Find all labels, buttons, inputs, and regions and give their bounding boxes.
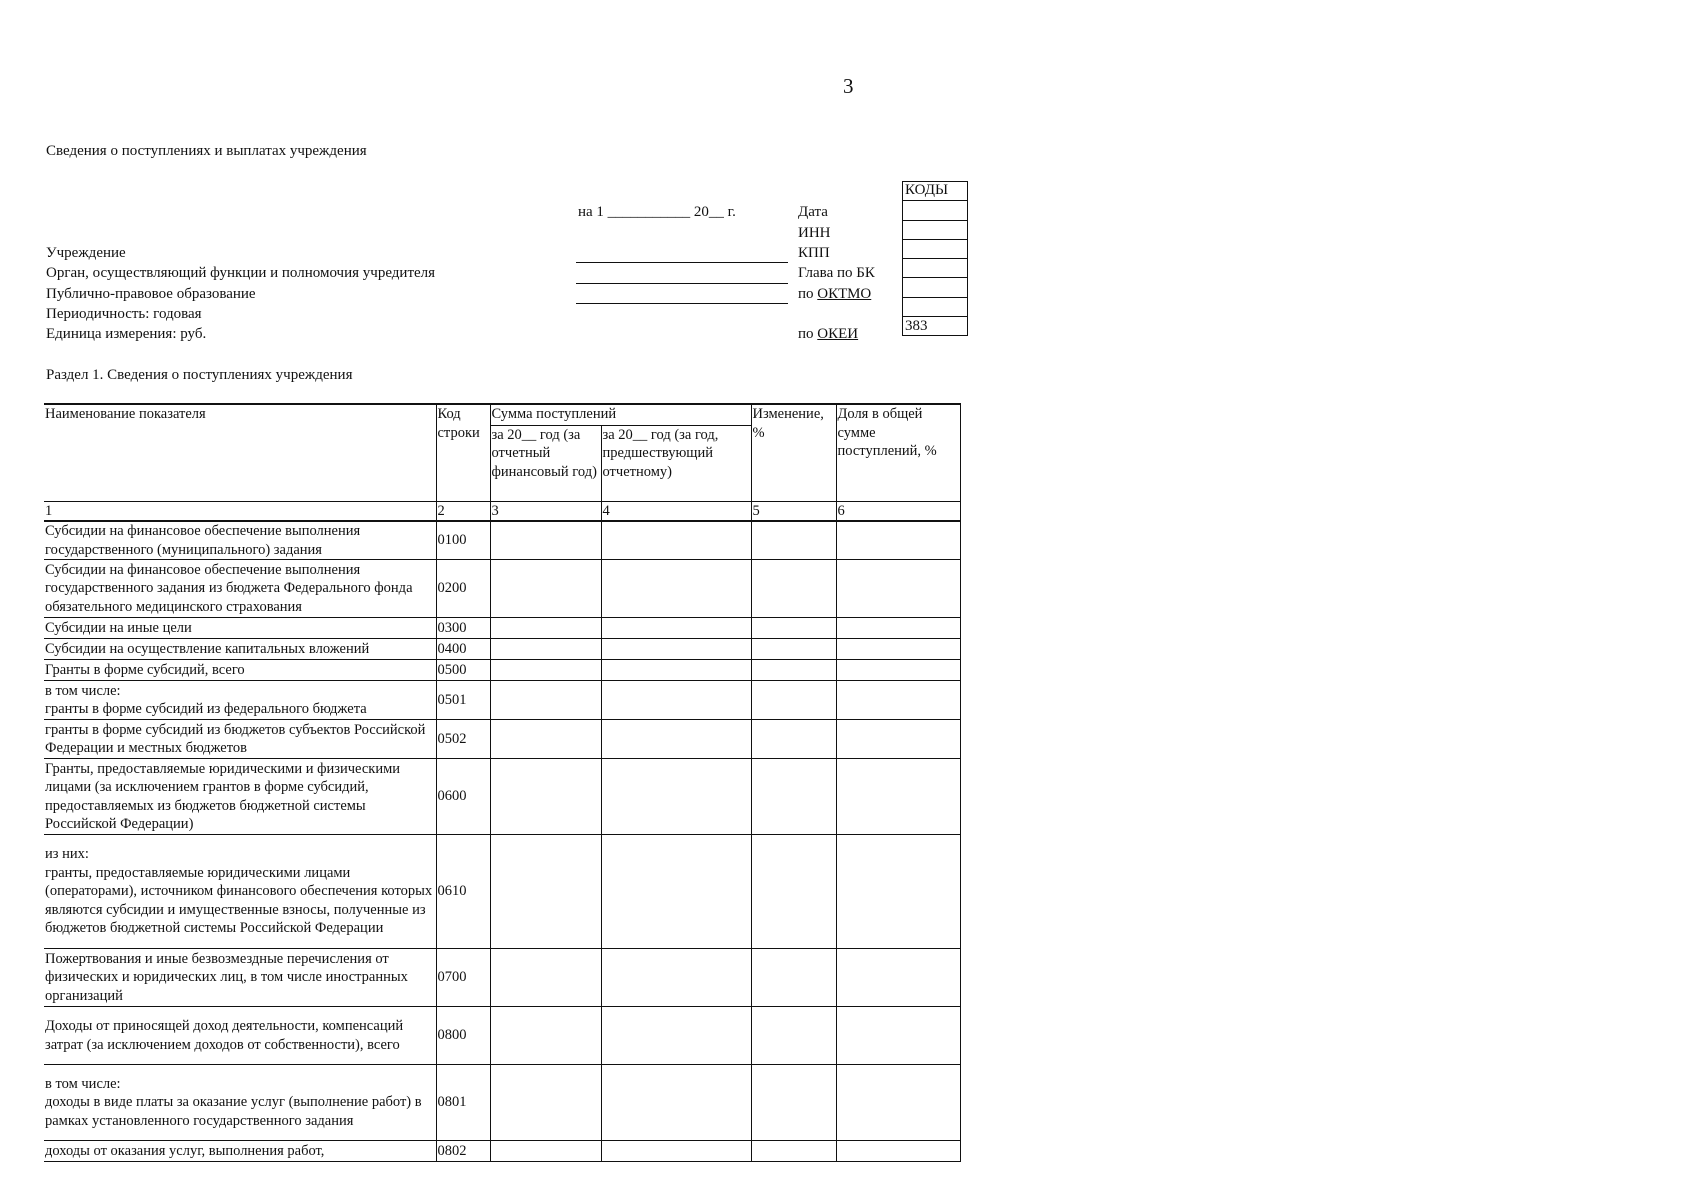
cell-share[interactable] [836,949,960,1007]
report-date-field[interactable]: на 1 ___________ 20__ г. [578,204,736,220]
cell-change[interactable] [751,759,836,835]
row-code: 0200 [436,560,490,618]
col-number-6: 6 [836,501,960,521]
cell-share[interactable] [836,660,960,681]
row-indicator-name: из них: гранты, предоставляемые юридическими лицами (операторами), источником финансового обеспечения которых являются субсидии и имущественные взносы, полученные из бюджетов бюджетной системы Российской Федерации [44,835,436,949]
row-indicator-name: Субсидии на финансовое обеспечение выполнения государственного задания из бюджета Федерального фонда обязательного медицинского страхования [44,560,436,618]
cell-sum-previous[interactable] [601,560,751,618]
row-code: 0802 [436,1141,490,1162]
public-entity-fill-line[interactable] [576,303,788,304]
cell-sum-current[interactable] [490,681,601,720]
cell-sum-previous[interactable] [601,1065,751,1141]
col-number-1: 1 [44,501,436,521]
cell-sum-previous[interactable] [601,835,751,949]
table-row [44,759,960,835]
institution-fill-line[interactable] [576,262,788,263]
cell-sum-previous[interactable] [601,720,751,759]
cell-share[interactable] [836,1141,960,1162]
cell-share[interactable] [836,1065,960,1141]
table-row [44,1065,960,1141]
cell-sum-previous[interactable] [601,1007,751,1065]
section-title: Раздел 1. Сведения о поступлениях учреждения [46,367,353,383]
row-code: 0500 [436,660,490,681]
label-okei: по ОКЕИ [798,326,859,342]
table-row [44,660,960,681]
cell-sum-current[interactable] [490,1065,601,1141]
row-indicator-name: гранты в форме субсидий из бюджетов субъектов Российской Федерации и местных бюджетов [44,720,436,759]
table-row [44,639,960,660]
table-row [44,720,960,759]
cell-change[interactable] [751,835,836,949]
row-indicator-name: доходы от оказания услуг, выполнения работ, [44,1141,436,1162]
cell-sum-current[interactable] [490,618,601,639]
cell-share[interactable] [836,759,960,835]
cell-sum-current[interactable] [490,949,601,1007]
label-date: Дата [798,204,828,220]
label-kpp: КПП [798,245,830,261]
receipts-table [44,403,961,1162]
code-cell-okei[interactable]: 383 [903,317,968,336]
cell-sum-current[interactable] [490,835,601,949]
cell-change[interactable] [751,1141,836,1162]
cell-change[interactable] [751,1007,836,1065]
row-code: 0502 [436,720,490,759]
header-code: Код строки [436,404,490,501]
code-cell-oktmo[interactable] [903,278,968,297]
cell-sum-previous[interactable] [601,639,751,660]
row-code: 0501 [436,681,490,720]
label-public-entity: Публично-правовое образование [46,286,256,302]
row-indicator-name: в том числе: доходы в виде платы за оказание услуг (выполнение работ) в рамках установленного государственного задания [44,1065,436,1141]
cell-share[interactable] [836,618,960,639]
cell-share[interactable] [836,681,960,720]
label-oktmo: по ОКТМО [798,286,872,302]
row-code: 0800 [436,1007,490,1065]
page-number: 3 [843,74,854,98]
col-number-4: 4 [601,501,751,521]
table-row [44,521,960,560]
cell-sum-current[interactable] [490,560,601,618]
cell-sum-current[interactable] [490,1141,601,1162]
cell-sum-previous[interactable] [601,759,751,835]
row-indicator-name: Субсидии на финансовое обеспечение выполнения государственного (муниципального) задания [44,521,436,560]
cell-share[interactable] [836,720,960,759]
code-cell-date[interactable] [903,201,968,220]
codes-header: КОДЫ [903,182,968,201]
cell-change[interactable] [751,681,836,720]
col-number-5: 5 [751,501,836,521]
header-share: Доля в общей сумме поступлений, % [836,404,960,501]
cell-sum-current[interactable] [490,1007,601,1065]
cell-share[interactable] [836,521,960,560]
code-cell-kpp[interactable] [903,239,968,258]
row-indicator-name: Субсидии на осуществление капитальных вложений [44,639,436,660]
table-row [44,560,960,618]
cell-change[interactable] [751,639,836,660]
cell-share[interactable] [836,1007,960,1065]
cell-share[interactable] [836,639,960,660]
table-row [44,949,960,1007]
label-head-bk: Глава по БК [798,265,875,281]
col-number-3: 3 [490,501,601,521]
label-unit: Единица измерения: руб. [46,326,207,342]
row-code: 0300 [436,618,490,639]
codes-table [902,181,968,336]
row-code: 0610 [436,835,490,949]
header-sum: Сумма поступлений [490,404,751,425]
cell-sum-current[interactable] [490,660,601,681]
header-sum-current: за 20__ год (за отчетный финансовый год) [490,425,601,501]
row-indicator-name: Субсидии на иные цели [44,618,436,639]
table-body [44,521,960,1162]
cell-sum-previous[interactable] [601,660,751,681]
founder-body-fill-line[interactable] [576,283,788,284]
label-institution: Учреждение [46,245,126,261]
table-row [44,1007,960,1065]
cell-sum-current[interactable] [490,759,601,835]
cell-sum-current[interactable] [490,639,601,660]
cell-sum-current[interactable] [490,521,601,560]
cell-change[interactable] [751,1065,836,1141]
cell-change[interactable] [751,560,836,618]
cell-change[interactable] [751,521,836,560]
table-row [44,835,960,949]
row-code: 0100 [436,521,490,560]
cell-sum-previous[interactable] [601,521,751,560]
cell-change[interactable] [751,618,836,639]
code-cell-head-bk[interactable] [903,259,968,278]
row-indicator-name: Гранты в форме субсидий, всего [44,660,436,681]
table-row [44,681,960,720]
form-title: Сведения о поступлениях и выплатах учреждения [46,143,367,159]
row-indicator-name: Гранты, предоставляемые юридическими и физическими лицами (за исключением грантов в форме субсидий, предоставляемых из бюджетов бюджетной системы Российской Федерации) [44,759,436,835]
row-code: 0801 [436,1065,490,1141]
row-indicator-name: в том числе: гранты в форме субсидий из федерального бюджета [44,681,436,720]
cell-sum-previous[interactable] [601,949,751,1007]
label-inn: ИНН [798,225,831,241]
cell-sum-previous[interactable] [601,681,751,720]
label-founder-body: Орган, осуществляющий функции и полномочия учредителя [46,265,436,281]
cell-change[interactable] [751,949,836,1007]
cell-change[interactable] [751,720,836,759]
table-row [44,618,960,639]
row-indicator-name: Пожертвования и иные безвозмездные перечисления от физических и юридических лиц, в том числе иностранных организаций [44,949,436,1007]
table-row [44,1141,960,1162]
header-name: Наименование показателя [44,404,436,501]
label-periodicity: Периодичность: годовая [46,306,202,322]
row-code: 0600 [436,759,490,835]
header-change: Изменение, % [751,404,836,501]
cell-sum-current[interactable] [490,720,601,759]
cell-share[interactable] [836,835,960,949]
cell-change[interactable] [751,660,836,681]
cell-share[interactable] [836,560,960,618]
header-sum-previous: за 20__ год (за год, предшествующий отчетному) [601,425,751,501]
col-number-2: 2 [436,501,490,521]
cell-sum-previous[interactable] [601,618,751,639]
row-code: 0700 [436,949,490,1007]
cell-sum-previous[interactable] [601,1141,751,1162]
row-code: 0400 [436,639,490,660]
row-indicator-name: Доходы от приносящей доход деятельности, компенсаций затрат (за исключением доходов от собственности), всего [44,1007,436,1065]
code-cell-inn[interactable] [903,220,968,239]
code-cell-periodicity[interactable] [903,297,968,316]
